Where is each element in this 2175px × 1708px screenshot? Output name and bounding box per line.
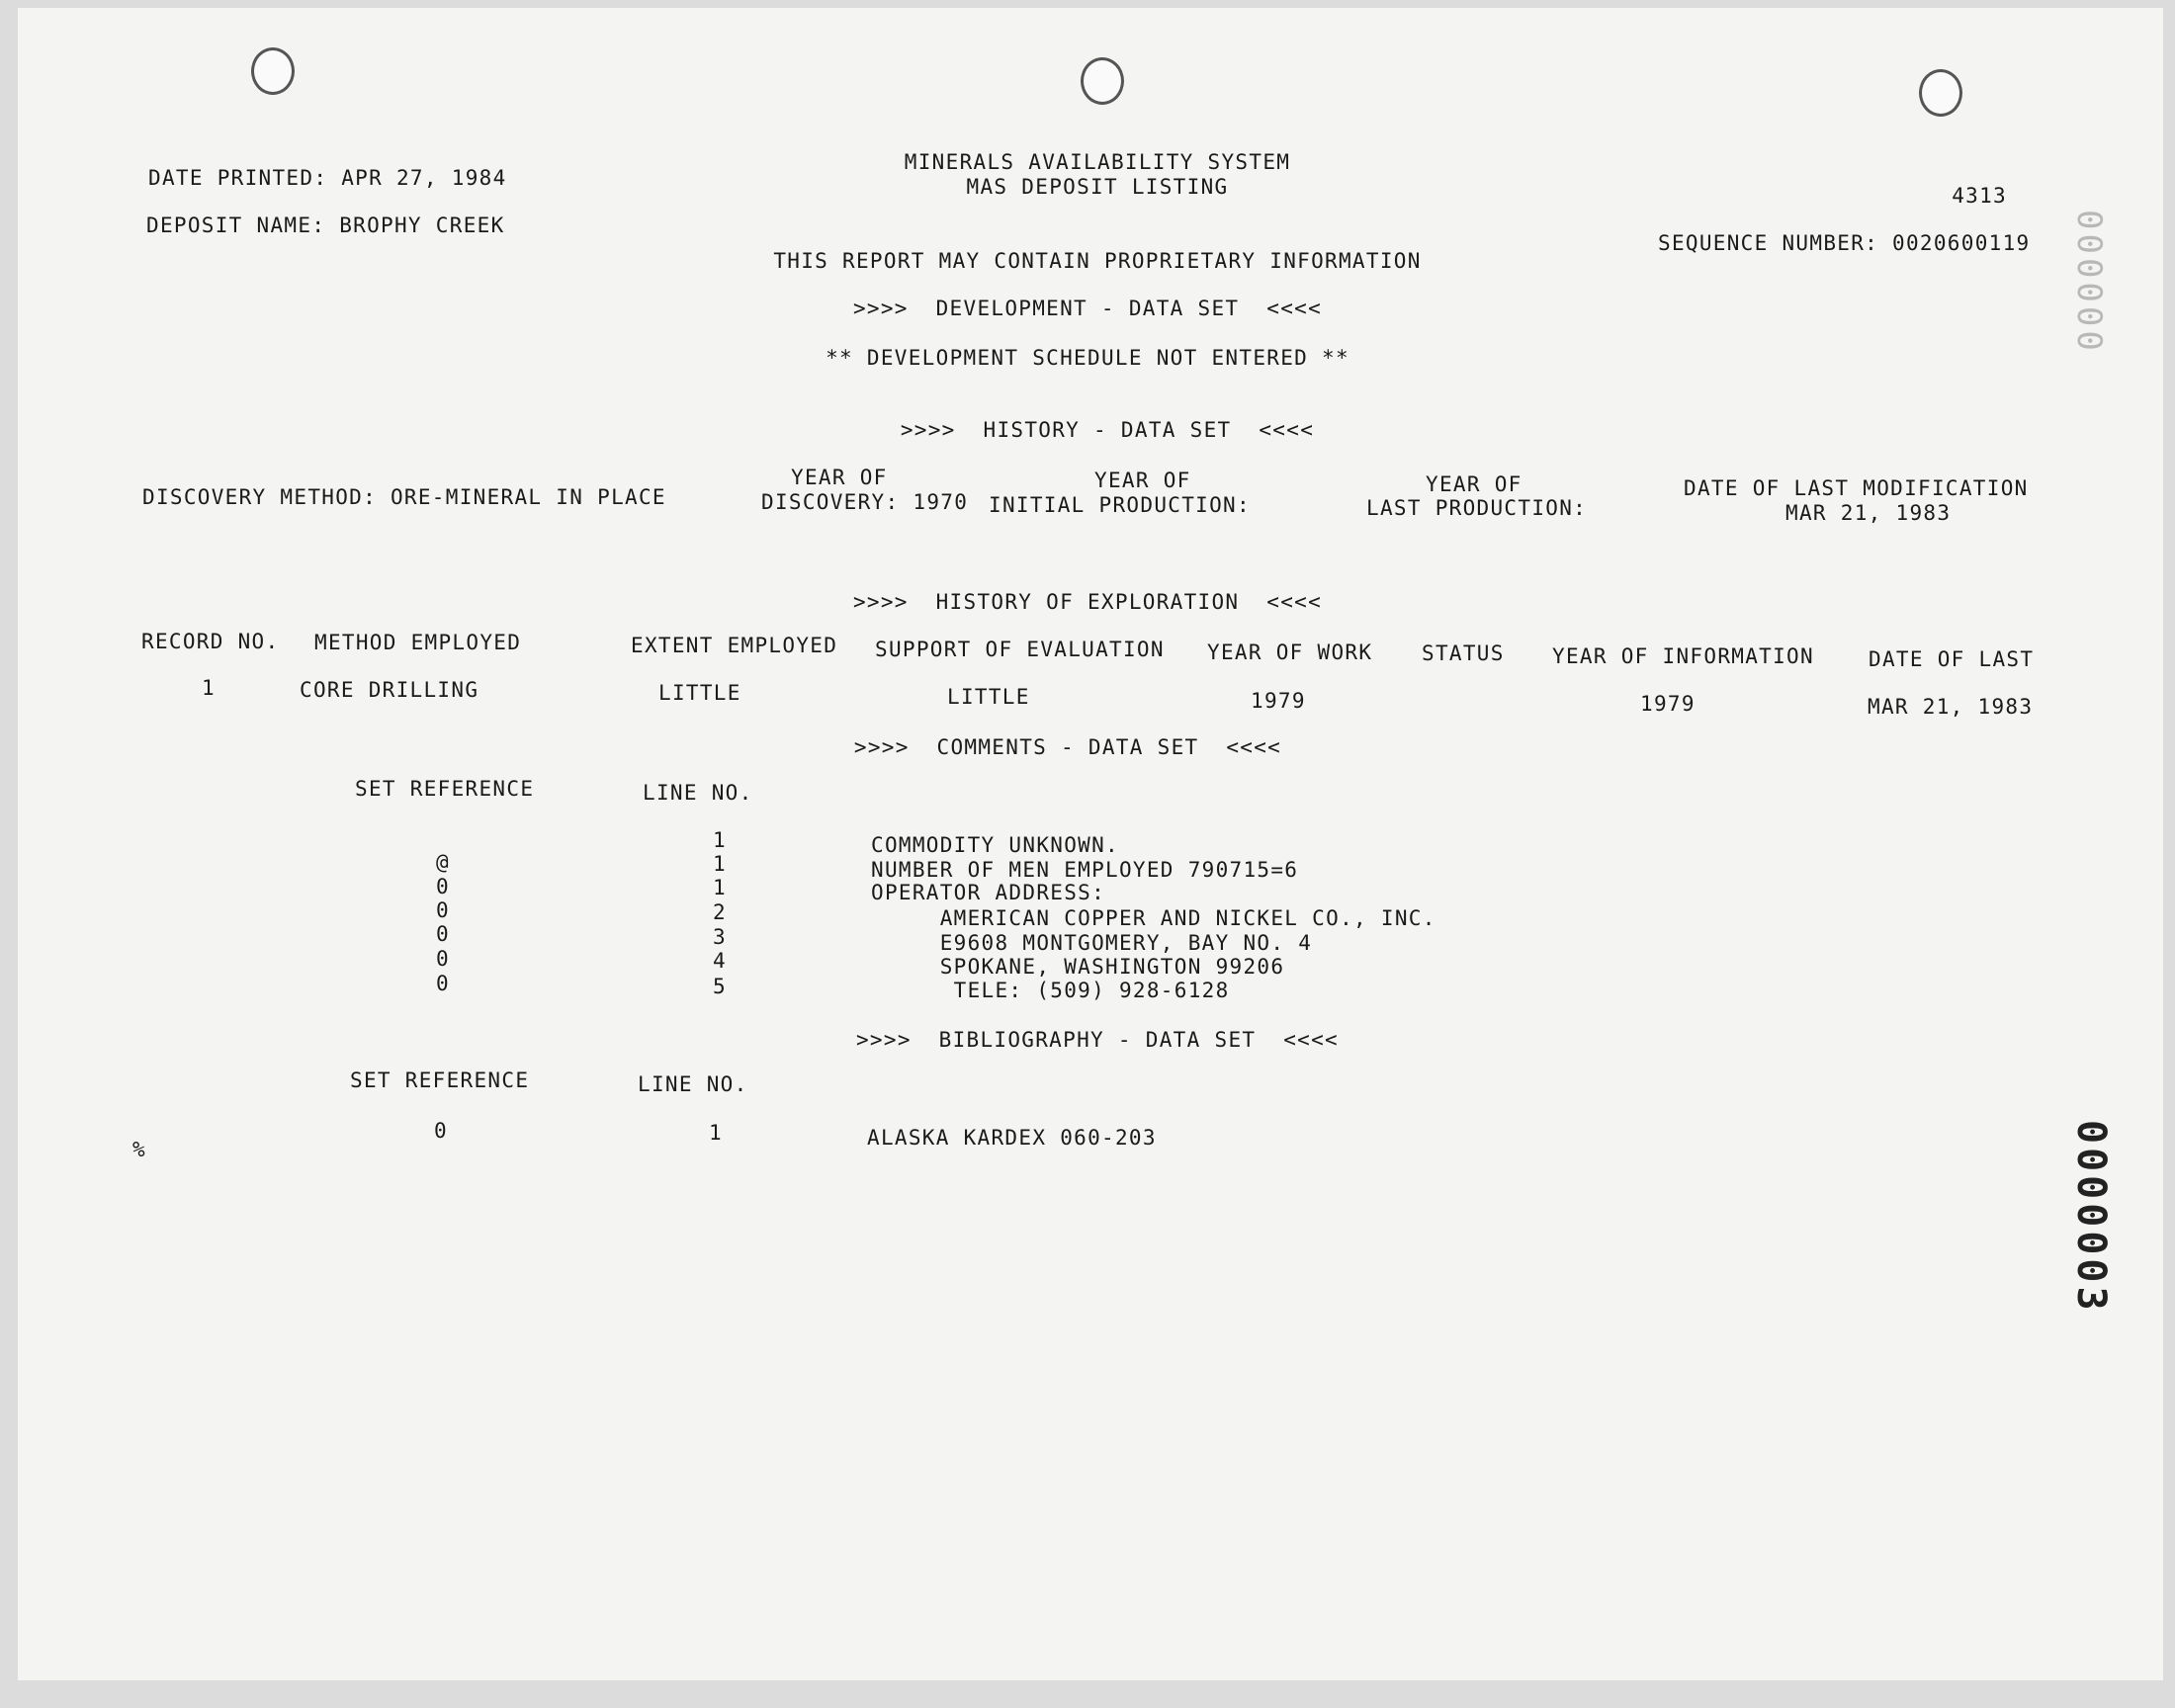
year-of-label-2: YEAR OF [1094, 469, 1191, 492]
margin-mark: % [132, 1138, 146, 1161]
bibliography-line-no-label: LINE NO. [638, 1072, 748, 1096]
comment-text: E9608 MONTGOMERY, BAY NO. 4 [871, 931, 1313, 955]
year-of-label-1: YEAR OF [791, 466, 888, 489]
bibliography-line-no: 1 [709, 1121, 723, 1145]
history-heading: >>>> HISTORY - DATA SET <<<< [900, 418, 1315, 442]
last-production: LAST PRODUCTION: [1366, 496, 1588, 520]
page-number: 4313 [1952, 184, 2007, 208]
development-note: ** DEVELOPMENT SCHEDULE NOT ENTERED ** [826, 346, 1349, 370]
binder-hole-left [251, 47, 295, 95]
exploration-method: CORE DRILLING [300, 678, 479, 702]
sequence-number: SEQUENCE NUMBER: 0020600119 [1658, 231, 2031, 255]
date-printed: DATE PRINTED: APR 27, 1984 [148, 166, 507, 190]
exploration-date-of-last: MAR 21, 1983 [1868, 695, 2034, 719]
comment-line-no: 1 [713, 876, 727, 899]
column-record-no: RECORD NO. [141, 630, 280, 653]
column-support-of-evaluation: SUPPORT OF EVALUATION [875, 638, 1165, 661]
comment-line-no: 1 [713, 852, 727, 876]
comment-text: COMMODITY UNKNOWN. [871, 833, 1119, 857]
initial-production: INITIAL PRODUCTION: [989, 493, 1251, 517]
year-of-label-3: YEAR OF [1426, 472, 1522, 496]
comment-set-ref: @ [436, 850, 450, 874]
date-last-modification-label: DATE OF LAST MODIFICATION [1684, 476, 2029, 500]
binder-hole-center [1081, 57, 1124, 105]
comments-set-reference-label: SET REFERENCE [355, 777, 535, 801]
exploration-record-no: 1 [202, 676, 216, 700]
exploration-heading: >>>> HISTORY OF EXPLORATION <<<< [852, 590, 1323, 614]
column-status: STATUS [1422, 641, 1505, 665]
bibliography-set-reference-label: SET REFERENCE [350, 1068, 530, 1092]
column-extent-employed: EXTENT EMPLOYED [631, 634, 838, 657]
exploration-support: LITTLE [947, 685, 1030, 709]
comment-set-ref: 0 [436, 972, 450, 995]
comments-line-no-label: LINE NO. [643, 781, 753, 805]
serial-stamp-bottom: 0000003 [2068, 1120, 2114, 1315]
column-year-of-work: YEAR OF WORK [1207, 640, 1373, 664]
comment-set-ref: 0 [436, 875, 450, 898]
comments-heading: >>>> COMMENTS - DATA SET <<<< [853, 735, 1282, 759]
column-method-employed: METHOD EMPLOYED [314, 631, 522, 654]
bibliography-heading: >>>> BIBLIOGRAPHY - DATA SET <<<< [855, 1028, 1339, 1052]
comment-set-ref: 0 [436, 922, 450, 946]
comment-text: AMERICAN COPPER AND NICKEL CO., INC. [871, 906, 1436, 930]
proprietary-notice: THIS REPORT MAY CONTAIN PROPRIETARY INFORMATION [773, 249, 1422, 273]
listing-title: MAS DEPOSIT LISTING [966, 175, 1229, 199]
column-date-of-last: DATE OF LAST [1869, 647, 2035, 671]
comment-text: TELE: (509) 928-6128 [871, 979, 1230, 1002]
column-year-of-information: YEAR OF INFORMATION [1552, 644, 1814, 668]
comment-line-no: 5 [713, 975, 727, 998]
exploration-extent: LITTLE [658, 681, 741, 705]
exploration-year-of-information: 1979 [1640, 692, 1696, 716]
deposit-name: DEPOSIT NAME: BROPHY CREEK [146, 214, 505, 237]
discovery-year: DISCOVERY: 1970 [761, 490, 969, 514]
binder-hole-right [1919, 69, 1962, 117]
bibliography-set-ref: 0 [434, 1119, 448, 1143]
comment-set-ref: 0 [436, 947, 450, 971]
system-title: MINERALS AVAILABILITY SYSTEM [904, 150, 1291, 174]
comment-line-no: 4 [713, 949, 727, 973]
comment-set-ref: 0 [436, 898, 450, 922]
comment-line-no: 1 [713, 828, 727, 852]
discovery-method: DISCOVERY METHOD: ORE-MINERAL IN PLACE [142, 485, 666, 509]
comment-text: OPERATOR ADDRESS: [871, 881, 1106, 904]
comment-text: NUMBER OF MEN EMPLOYED 790715=6 [871, 858, 1299, 882]
bibliography-text: ALASKA KARDEX 060-203 [867, 1126, 1157, 1150]
comment-line-no: 2 [713, 900, 727, 924]
date-last-modification-value: MAR 21, 1983 [1785, 501, 1952, 525]
comment-text: SPOKANE, WASHINGTON 99206 [871, 955, 1285, 979]
exploration-year-of-work: 1979 [1251, 689, 1306, 713]
development-heading: >>>> DEVELOPMENT - DATA SET <<<< [852, 297, 1323, 320]
comment-line-no: 3 [713, 925, 727, 949]
serial-stamp-top: 000000 [2069, 210, 2109, 355]
